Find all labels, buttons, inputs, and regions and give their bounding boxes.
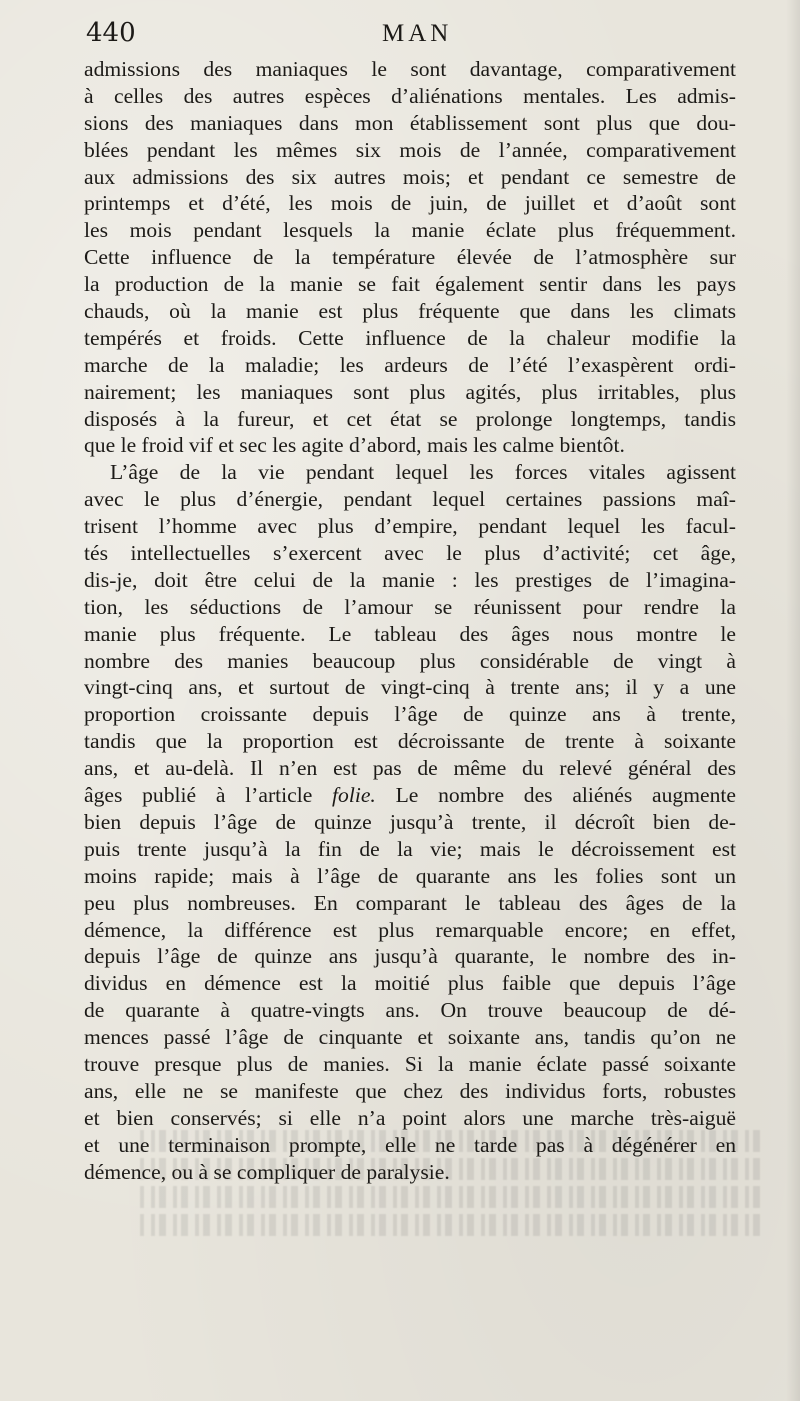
text-line: peu plus nombreuses. En comparant le tableau des âges de la [84,890,736,915]
text-segment: âges publié à l’article [84,783,313,808]
italic-term: folie. [332,783,376,808]
text-line: Cette influence de la température élevée de l’atmosphère sur [84,245,736,270]
text-line: depuis l’âge de quinze ans jusqu’à quarante, le nombre des in- [84,944,736,969]
text-line: à celles des autres espèces d’aliénations mentales. Les admis- [84,83,736,108]
text-line: tempérés et froids. Cette influence de la chaleur modifie la [84,325,736,350]
text-line: la production de la manie se fait également sentir dans les pays [84,272,736,297]
text-line: les mois pendant lesquels la manie éclate plus fréquemment. [84,218,736,243]
text-line: manie plus fréquente. Le tableau des âges nous montre le [84,621,736,646]
text-line: tés intellectuelles s’exercent avec le plus d’activité; cet âge, [84,541,736,566]
text-line: ans, elle ne se manifeste que chez des individus forts, robustes [84,1078,736,1103]
text-line: nombre des manies beaucoup plus considérable de vingt à [84,648,736,673]
text-line: chauds, où la manie est plus fréquente que dans les climats [84,299,736,324]
text-line: blées pendant les mêmes six mois de l’année, comparativement [84,137,736,162]
page-header [86,18,736,54]
text-line: bien depuis l’âge de quinze jusqu’à trente, il décroît bien de- [84,809,736,834]
text-line: et bien conservés; si elle n’a point alors une marche très-aiguë [84,1105,736,1130]
text-line: disposés à la fureur, et cet état se prolonge longtemps, tandis [84,406,736,431]
text-line: avec le plus d’énergie, pendant lequel certaines passions maî- [84,487,736,512]
text-line: moins rapide; mais à l’âge de quarante ans les folies sont un [84,863,736,888]
text-line: tandis que la proportion est décroissante de trente à soixante [84,729,736,754]
text-line: mences passé l’âge de cinquante et soixante ans, tandis qu’on ne [84,1025,736,1050]
text-line: admissions des maniaques le sont davantage, comparativement [84,57,736,81]
page-number: 440 [86,18,136,48]
text-line: que le froid vif et sec les agite d’abord, mais les calme bientôt. [84,433,625,458]
running-head: MAN [382,20,453,47]
text-line: trisent l’homme avec plus d’empire, pendant lequel les facul- [84,514,736,539]
text-line: proportion croissante depuis l’âge de quinze ans à trente, [84,702,736,727]
text-line: dividus en démence est la moitié plus faible que depuis l’âge [84,971,736,996]
text-line: sions des maniaques dans mon établissement sont plus que dou- [84,110,736,135]
text-segment: Le nombre des aliénés augmente [395,783,736,808]
text-line: aux admissions des six autres mois; et pendant ce semestre de [84,164,736,189]
ghost-line [140,1214,760,1236]
text-line: ans, et au-delà. Il n’en est pas de même du relevé général des [84,756,736,781]
text-line: tion, les séductions de l’amour se réunissent pour rendre la [84,594,736,619]
text-line: marche de la maladie; les ardeurs de l’été l’exaspèrent ordi- [84,352,736,377]
text-line: nairement; les maniaques sont plus agités, plus irritables, plus [84,379,736,404]
text-line: démence, ou à se compliquer de paralysie. [84,1159,450,1184]
ghost-line [140,1186,760,1208]
text-line: trouve presque plus de manies. Si la manie éclate passé soixante [84,1051,736,1076]
text-line: vingt-cinq ans, et surtout de vingt-cinq à trente ans; il y a une [84,675,736,700]
paragraph-start-line: L’âge de la vie pendant lequel les forces vitales agissent [110,460,736,485]
text-line-with-italic [84,782,736,809]
text-line: démence, la différence est plus remarquable encore; en effet, [84,917,736,942]
text-line: printemps et d’été, les mois de juin, de juillet et d’août sont [84,191,736,216]
text-line: de quarante à quatre-vingts ans. On trouve beaucoup de dé- [84,998,736,1023]
text-line: puis trente jusqu’à la fin de la vie; mais le décroissement est [84,836,736,861]
text-line: dis-je, doit être celui de la manie : les prestiges de l’imagina- [84,567,736,592]
page-edge-shadow [786,0,800,1401]
body-text [84,56,736,1185]
text-line: et une terminaison prompte, elle ne tarde pas à dégénérer en [84,1132,736,1157]
